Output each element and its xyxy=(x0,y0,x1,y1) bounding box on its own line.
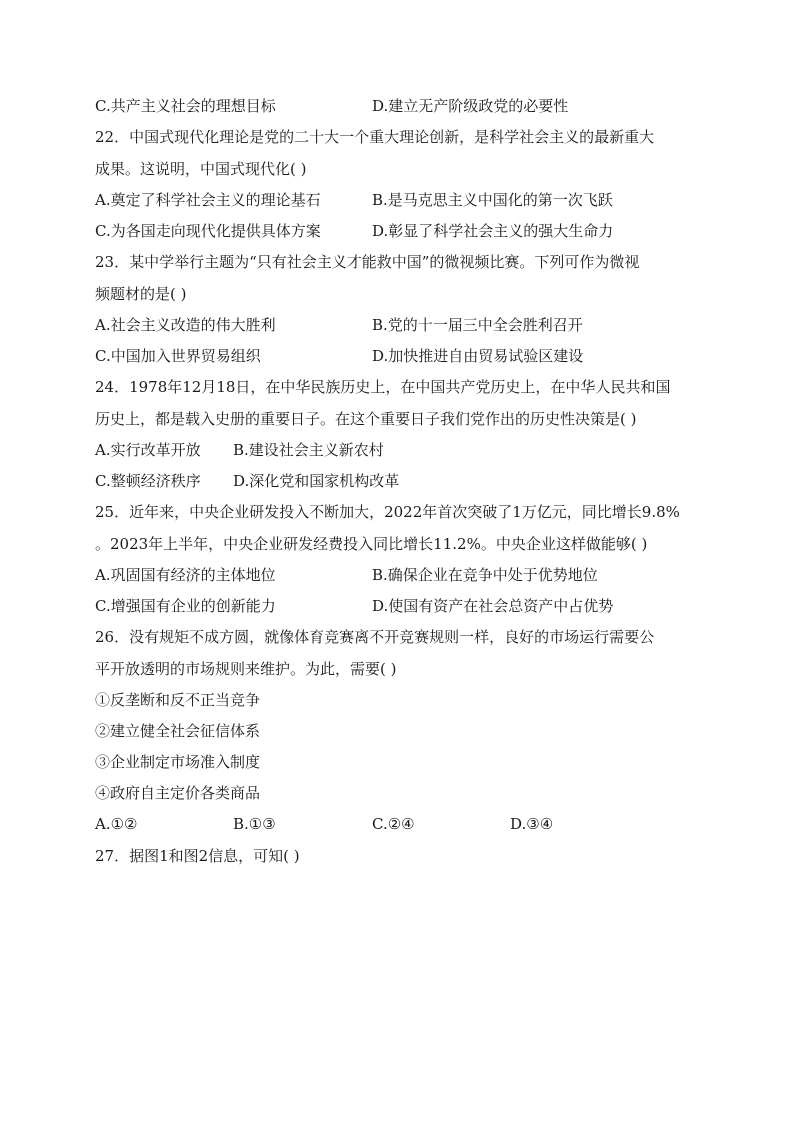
q26-item-1: ①反垄断和反不正当竞争 xyxy=(95,691,261,709)
q23-option-b: B.党的十一届三中全会胜利召开 xyxy=(372,316,583,334)
q24-stem-line2: 历史上，都是载入史册的重要日子。在这个重要日子我们党作出的历史性决策是( ) xyxy=(95,410,637,428)
q25-option-c: C.增强国有企业的创新能力 xyxy=(95,597,276,615)
q22-stem-line2: 成果。这说明，中国式现代化( ) xyxy=(95,160,307,178)
q24-stem-line1: 24．1978年12月18日，在中华民族历史上，在中国共产党历史上，在中华人民共和国 xyxy=(95,378,671,396)
q23-option-c: C.中国加入世界贸易组织 xyxy=(95,347,261,365)
q26-stem-line1: 26．没有规矩不成方圆，就像体育竞赛离不开竞赛规则一样，良好的市场运行需要公 xyxy=(95,628,655,646)
q26-option-c: C.②④ xyxy=(372,815,415,833)
q26-option-a: A.①② xyxy=(95,815,138,833)
q24-option-a: A.实行改革开放 xyxy=(95,441,201,459)
q23-option-d: D.加快推进自由贸易试验区建设 xyxy=(372,347,584,365)
q25-option-d: D.使国有资产在社会总资产中占优势 xyxy=(372,597,614,615)
q25-stem-line2: 。2023年上半年，中央企业研发经费投入同比增长11.2%。中央企业这样做能够( ) xyxy=(95,535,648,553)
q23-stem-line1: 23．某中学举行主题为“只有社会主义才能救中国”的微视频比赛。下列可作为微视 xyxy=(95,253,640,271)
q23-option-a: A.社会主义改造的伟大胜利 xyxy=(95,316,276,334)
q26-stem-line2: 平开放透明的市场规则来维护。为此，需要( ) xyxy=(95,660,397,678)
q24-option-c: C.整顿经济秩序 xyxy=(95,472,201,490)
q22-stem-line1: 22．中国式现代化理论是党的二十大一个重大理论创新，是科学社会主义的最新重大 xyxy=(95,128,655,146)
q23-stem-line2: 频题材的是( ) xyxy=(95,285,187,303)
q21-option-c: C.共产主义社会的理想目标 xyxy=(95,97,276,115)
q25-option-a: A.巩固国有经济的主体地位 xyxy=(95,566,276,584)
q27-stem-line1: 27．据图1和图2信息，可知( ) xyxy=(95,847,300,865)
q22-option-a: A.奠定了科学社会主义的理论基石 xyxy=(95,191,321,209)
q26-item-3: ③企业制定市场准入制度 xyxy=(95,753,261,771)
q24-option-d: D.深化党和国家机构改革 xyxy=(233,472,400,490)
q26-item-2: ②建立健全社会征信体系 xyxy=(95,722,261,740)
q22-option-b: B.是马克思主义中国化的第一次飞跃 xyxy=(372,191,613,209)
q26-option-b: B.①③ xyxy=(233,815,276,833)
q22-option-c: C.为各国走向现代化提供具体方案 xyxy=(95,222,321,240)
q25-stem-line1: 25．近年来，中央企业研发投入不断加大，2022年首次突破了1万亿元，同比增长9.8% xyxy=(95,503,680,521)
q26-option-d: D.③④ xyxy=(510,815,554,833)
q26-item-4: ④政府自主定价各类商品 xyxy=(95,784,261,802)
q24-option-b: B.建设社会主义新农村 xyxy=(233,441,384,459)
q21-option-d: D.建立无产阶级政党的必要性 xyxy=(372,97,569,115)
q22-option-d: D.彰显了科学社会主义的强大生命力 xyxy=(372,222,614,240)
q25-option-b: B.确保企业在竞争中处于优势地位 xyxy=(372,566,598,584)
